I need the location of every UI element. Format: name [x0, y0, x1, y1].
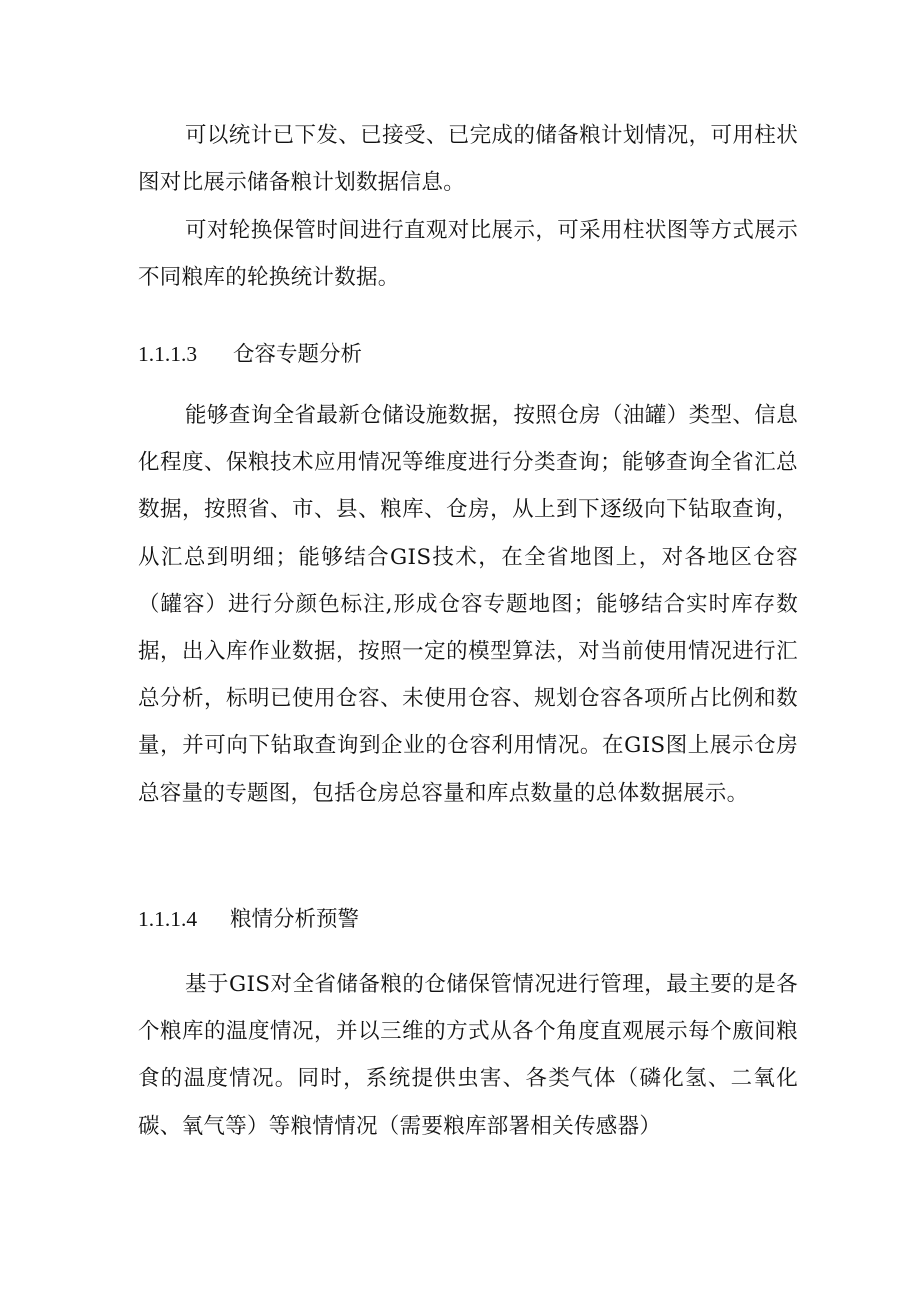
paragraph-rotation-storage: 可对轮换保管时间进行直观对比展示，可采用柱状图等方式展示不同粮库的轮换统计数据。 [138, 218, 798, 291]
section-title: 粮情分析预警 [230, 907, 360, 932]
paragraph-capacity-analysis: 能够查询全省最新仓储设施数据，按照仓房（油罐）类型、信息化程度、保粮技术应用情况等维度进行分类查询；能够查询全省汇总数据，按照省、市、县、粮库、仓房，从上到下逐级向下钻取查询，从汇总到明细；能够结合GIS技术，在全省地图上，对各地区仓容（罐容）进行分颜色标注,形成仓容专题地图；能够结合实时库存数据，出入库作业数据，按照一定的模型算法，对当前使用情况进行汇总分析，标明已使用仓容、未使用仓容、规划仓容各项所占比例和数量，并可向下钻取查询到企业的仓容利用情况。在GIS图上展示仓房总容量的专题图，包括仓房总容量和库点数量的总体数据展示。 [138, 403, 798, 806]
paragraph-reserve-plan: 可以统计已下发、已接受、已完成的储备粮计划情况，可用柱状图对比展示储备粮计划数据信息。 [138, 123, 798, 196]
section-title: 仓容专题分析 [233, 342, 363, 367]
section-number: 1.1.1.3 [138, 342, 198, 366]
section-heading-grain-warning [138, 903, 359, 936]
section-number: 1.1.1.4 [138, 907, 198, 931]
paragraph-grain-warning: 基于GIS对全省储备粮的仓储保管情况进行管理，最主要的是各个粮库的温度情况，并以三维的方式从各个角度直观展示每个廒间粮食的温度情况。同时，系统提供虫害、各类气体（磷化氢、二氧化碳、氧气等）等粮情情况（需要粮库部署相关传感器） [138, 972, 798, 1139]
section-heading-capacity-analysis [138, 338, 362, 371]
